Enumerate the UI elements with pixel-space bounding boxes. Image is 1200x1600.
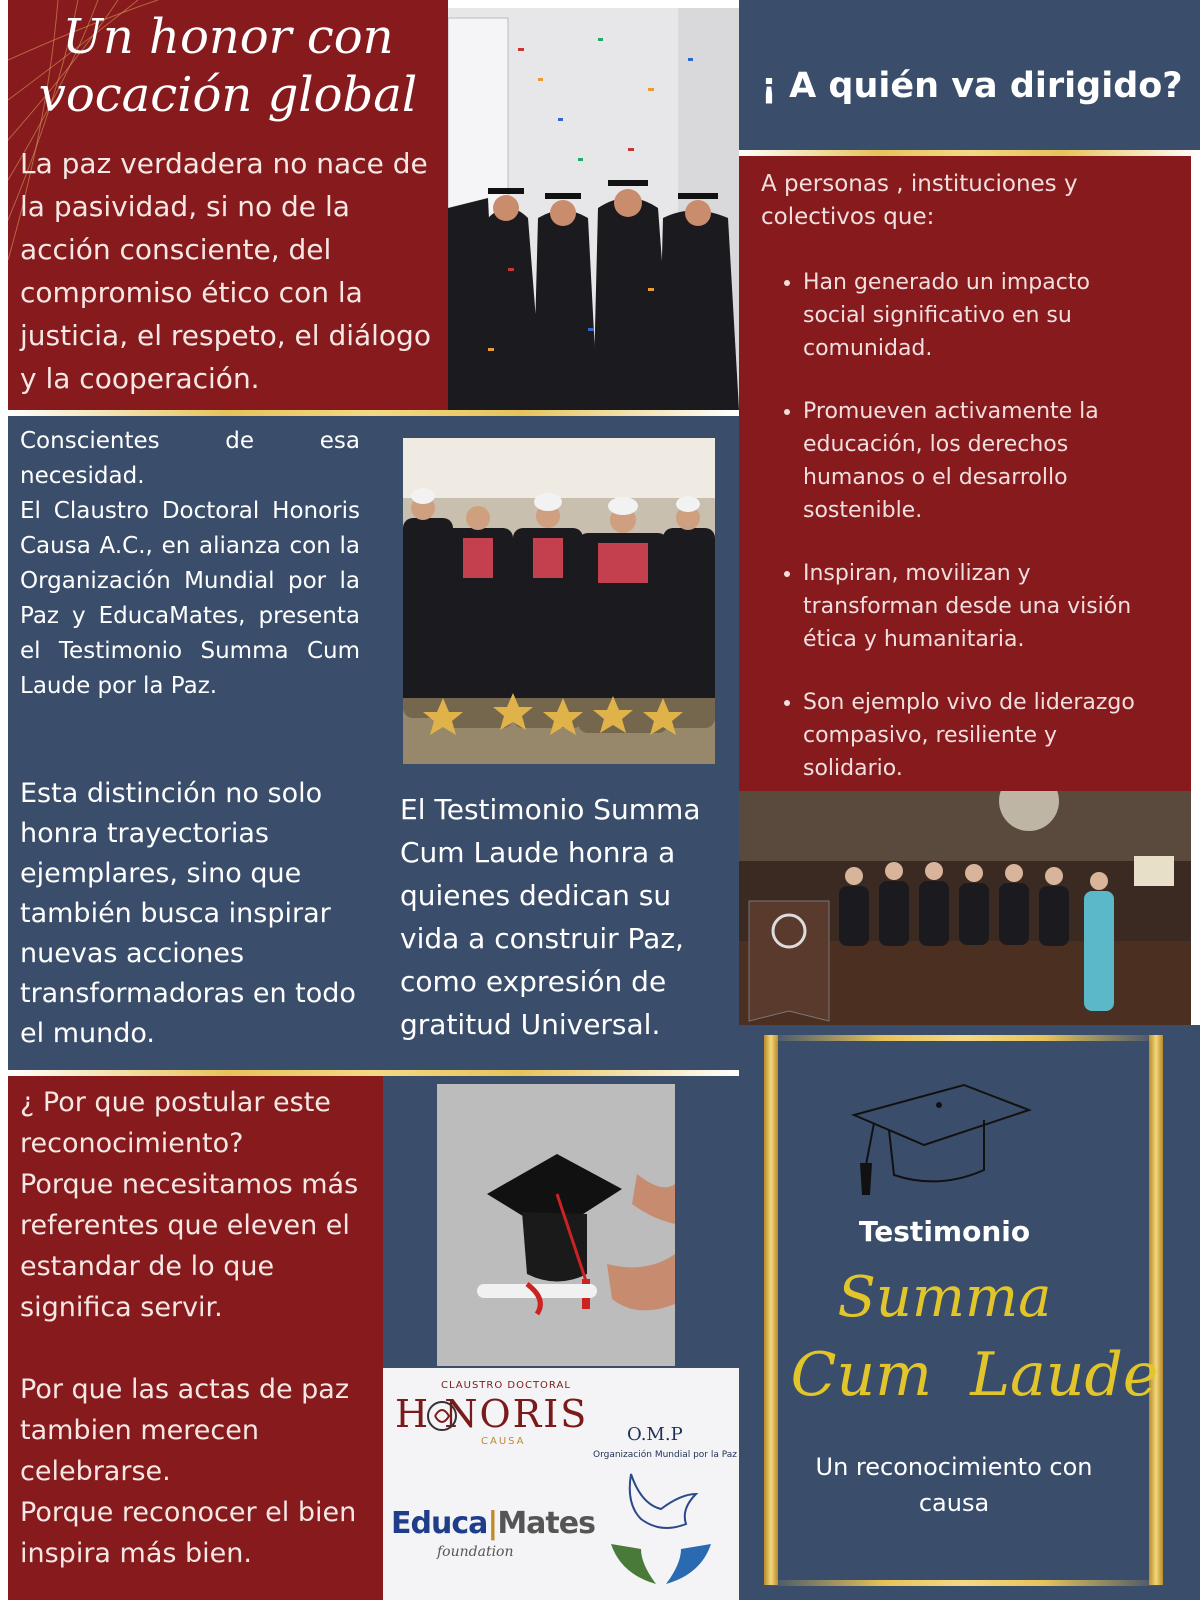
distinction-text: Esta distinción no solo honra trayectorias ejemplares, sino que también busca inspirar nuevas acciones transformadoras en todo el mundo. [20, 778, 356, 1049]
why-answer-1: Porque necesitamos más referentes que eleven el estandar de lo que significa servir. [20, 1169, 359, 1323]
honoris-swirl-icon [425, 1398, 459, 1434]
gold-frame-bottom [764, 1580, 1164, 1586]
gold-frame-top [764, 1035, 1164, 1041]
intro-line: Conscientes de esa necesidad. [20, 428, 360, 489]
graduation-cap-icon [844, 1075, 1034, 1205]
badge-subtitle: Un reconocimiento con causa [815, 1453, 1093, 1517]
ceremony-hall-illustration [739, 791, 1191, 1025]
gold-frame-right [1149, 1035, 1163, 1585]
educa-label: Educa [391, 1506, 488, 1541]
hero-panel [8, 0, 448, 410]
list-item: • Inspiran, movilizan y transforman desde una visión ética y humanitaria. [803, 557, 1141, 656]
list-item: • Promueven activamente la educación, los derechos humanos o el desarrollo sostenible. [803, 395, 1141, 527]
dove-hands-icon [601, 1464, 721, 1594]
cap-diploma-illustration [437, 1084, 675, 1366]
graduates-photo [448, 8, 739, 410]
intro-body: El Claustro Doctoral Honoris Causa A.C., en alianza con la Organización Mundial por la Paz y EducaMates, presenta el Testimonio Summa Cum Laude por la Paz. [20, 498, 360, 699]
audience-panel [739, 156, 1191, 791]
graduates-illustration [448, 8, 739, 410]
hero-title-line2: vocación global [38, 67, 418, 123]
why-question: ¿ Por que postular este reconocimiento? [20, 1087, 331, 1159]
why-answer-3: Porque reconocer el bien inspira más bien. [20, 1497, 357, 1569]
ceremony-illustration [403, 438, 715, 764]
foundation-label: foundation [437, 1544, 514, 1560]
omp-sub-label: Organización Mundial por la Paz [593, 1450, 737, 1460]
ceremony-photo [403, 438, 715, 764]
hero-title-line1: Un honor con [62, 9, 394, 65]
why-answer-2: Por que las actas de paz tambien merecen celebrarse. [20, 1374, 350, 1487]
hero-title [8, 8, 448, 124]
educamates-logo: Educa|Mates [391, 1506, 595, 1541]
audience-intro: A personas , instituciones y colectivos que: [761, 171, 1078, 230]
logos-panel [383, 1368, 739, 1600]
honoris-logo: H NORIS [395, 1392, 589, 1436]
cap-photo-frame [383, 1076, 739, 1368]
badge-cum-laude: Cum Laude [790, 1340, 1159, 1410]
why-text [20, 1082, 380, 1574]
claustro-top-label: CLAUSTRO DOCTORAL [441, 1380, 571, 1391]
intro-text [20, 424, 360, 704]
badge-summa: Summa [837, 1265, 1052, 1330]
ceremony-hall-photo [739, 791, 1191, 1025]
middle-panel [8, 416, 739, 1070]
badge-panel [739, 1025, 1200, 1600]
badge-testimonio: Testimonio [858, 1215, 1031, 1248]
honors-text: El Testimonio Summa Cum Laude honra a quienes dedican su vida a construir Paz, como expresión de gratitud Universal. [400, 793, 701, 1041]
omp-label: O.M.P [627, 1424, 683, 1445]
cap-diploma-photo [437, 1084, 675, 1366]
audience-header [739, 0, 1200, 150]
hero-body: La paz verdadera no nace de la pasividad, si no de la acción consciente, del compromiso ético con la justicia, el respeto, el diálogo y la cooperación. [20, 147, 431, 395]
audience-list [761, 266, 1141, 815]
audience-heading: ¡ A quién va dirigido? [761, 66, 1183, 106]
list-item: • Han generado un impacto social significativo en su comunidad. [803, 266, 1141, 365]
why-panel [8, 1076, 383, 1600]
list-item: • Son ejemplo vivo de liderazgo compasivo, resiliente y solidario. [803, 686, 1141, 785]
mates-label: Mates [497, 1506, 595, 1541]
causa-label: CAUSA [481, 1436, 526, 1447]
